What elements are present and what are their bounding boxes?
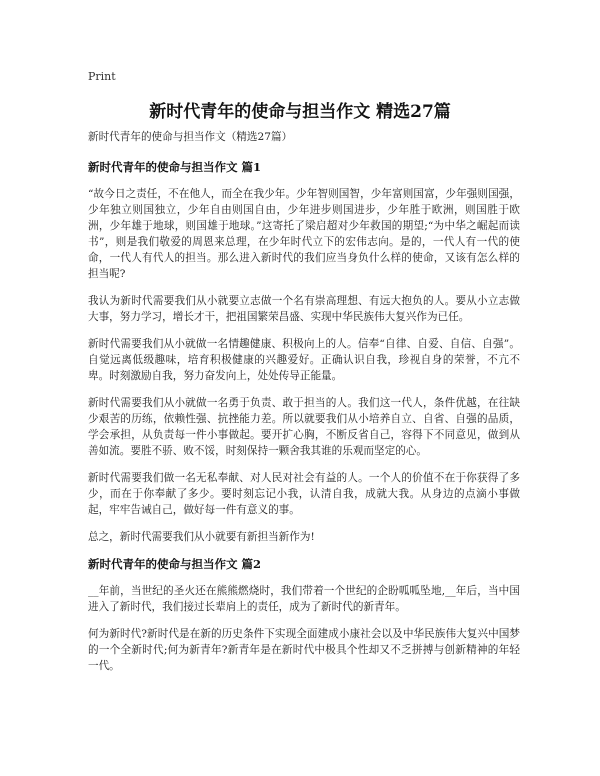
paragraph: “故今日之责任，不在他人，而全在我少年。少年智则国智，少年富则国富，少年强则国强，少年独立则国独立，少年自由则国自由，少年进步则国进步，少年胜于欧洲，则国胜于欧洲，少年雄于地球，则国雄于地球。”这寄托了梁启超对少年救国的期望;“为中华之崛起而读书”，则是我们敬爱的周恩来总理，在少年时代立下的宏伟志向。是的，一代人有一代的使命，一代人有代人的担当。那么进入新时代的我们应当身负什么样的使命，又该有怎么样的担当呢?: [88, 188, 520, 280]
paragraph: 总之，新时代需要我们从小就要有新担当新作为!: [88, 531, 315, 543]
paragraph: __年前，当世纪的圣火还在熊熊燃烧时，我们带着一个世纪的企盼呱呱坠地,__年后，当中国进入了新时代，我们接过长辈肩上的责任，成为了新时代的新青年。: [88, 585, 520, 613]
paragraph: 新时代需要我们从小就做一名情趣健康、积极向上的人。信奉“自律、自爱、自信、自强”。自觉远离低级趣味，培育积极健康的兴趣爱好。正确认识自我，珍视自身的荣誉，不亢不卑。时刻激励自我，努力奋发向上，处处传导正能量。: [88, 338, 520, 382]
paragraph: 我认为新时代需要我们从小就要立志做一个名有崇高理想、有远大抱负的人。要从小立志做大事，努力学习，增长才干，把祖国繁荣昌盛、实现中华民族伟大复兴作为已任。: [88, 295, 520, 323]
paragraph: 何为新时代?新时代是在新的历史条件下实现全面建成小康社会以及中华民族伟大复兴中国梦的一个全新时代;何为新青年?新青年是在新时代中极具个性却又不乏拼搏与创新精神的年轻一代。: [88, 628, 520, 672]
section-heading-2: 新时代青年的使命与担当作文 篇2: [88, 557, 262, 571]
paragraph: 新时代需要我们做一名无私奉献、对人民对社会有益的人。一个人的价值不在于你获得了多少，而在于你奉献了多少。要时刻忘记小我，认清自我，成就大我。从身边的点滴小事做起，牢牢告诫自己，做好每一件有意义的事。: [88, 472, 520, 516]
print-link[interactable]: Print: [88, 70, 116, 83]
document-title: 新时代青年的使命与担当作文 精选27篇: [149, 102, 451, 122]
document-body: [88, 129, 520, 685]
section-heading-1: 新时代青年的使命与担当作文 篇1: [88, 160, 262, 174]
paragraph: 新时代需要我们从小就做一名勇于负责、敢于担当的人。我们这一代人，条件优越，在往缺少艰苦的历练，依赖性强、抗挫能力差。所以就要我们从小培养自立、自省、自强的品质，学会承担，从负责每一件小事做起。要开扩心胸，不断反省自己，容得下不同意见，做到从善如流。要胜不骄、败不馁，时刻保持一颗舍我其谁的乐观而坚定的心。: [88, 397, 520, 457]
document-subtitle: 新时代青年的使命与担当作文（精选27篇）: [88, 131, 293, 143]
